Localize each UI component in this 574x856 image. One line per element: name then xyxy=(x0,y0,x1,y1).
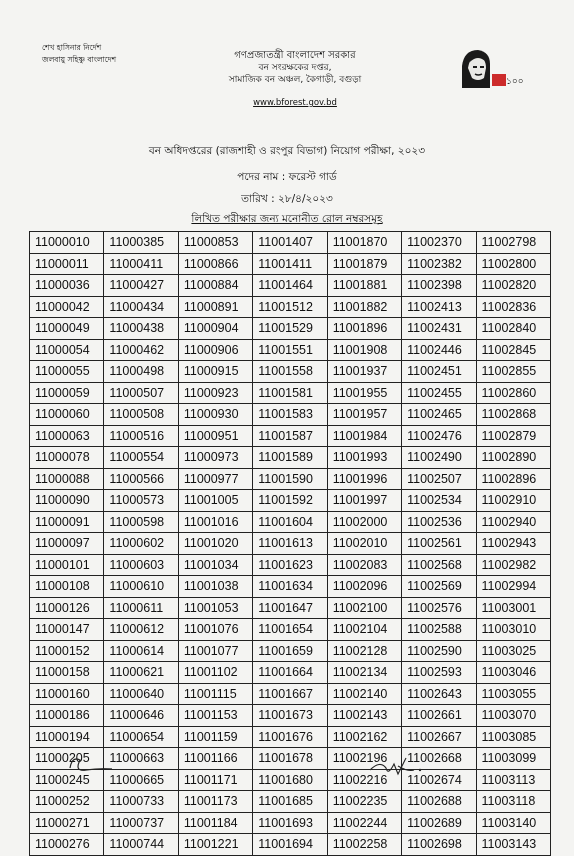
table-row xyxy=(30,232,551,254)
roll-number-cell: 11000276 xyxy=(30,834,104,856)
roll-number-cell: 11002083 xyxy=(327,554,401,576)
roll-number-cell: 11002143 xyxy=(327,705,401,727)
roll-number-cell: 11002162 xyxy=(327,726,401,748)
roll-number-cell: 11002216 xyxy=(327,769,401,791)
roll-number-cell: 11000042 xyxy=(30,296,104,318)
table-row xyxy=(30,253,551,275)
exam-title: বন অধিদপ্তরের (রাজশাহী ও রংপুর বিভাগ) নিয়োগ পরীক্ষা, ২০২৩ xyxy=(148,145,426,157)
roll-number-cell: 11003070 xyxy=(476,705,550,727)
roll-number-cell: 11000036 xyxy=(30,275,104,297)
roll-number-cell: 11001551 xyxy=(253,339,327,361)
roll-number-cell: 11001077 xyxy=(178,640,252,662)
roll-number-cell: 11000507 xyxy=(104,382,178,404)
roll-number-cell: 11002010 xyxy=(327,533,401,555)
roll-number-cell: 11001464 xyxy=(253,275,327,297)
roll-number-cell: 11000186 xyxy=(30,705,104,727)
roll-number-cell: 11000498 xyxy=(104,361,178,383)
table-row xyxy=(30,296,551,318)
roll-number-cell: 11003143 xyxy=(476,834,550,856)
roll-number-cell: 11001558 xyxy=(253,361,327,383)
roll-number-cell: 11002910 xyxy=(476,490,550,512)
roll-number-cell: 11000427 xyxy=(104,275,178,297)
roll-number-cell: 11001115 xyxy=(178,683,252,705)
roll-number-cell: 11000621 xyxy=(104,662,178,684)
roll-number-cell: 11000611 xyxy=(104,597,178,619)
roll-number-cell: 11000654 xyxy=(104,726,178,748)
slogan-line-2: জলবায়ু সহিষ্ণু বাংলাদেশ xyxy=(42,55,117,64)
roll-number-cell: 11001896 xyxy=(327,318,401,340)
table-row xyxy=(30,533,551,555)
roll-number-cell: 11000055 xyxy=(30,361,104,383)
table-row xyxy=(30,318,551,340)
roll-number-cell: 11000977 xyxy=(178,468,252,490)
roll-number-cell: 11001659 xyxy=(253,640,327,662)
table-row xyxy=(30,447,551,469)
roll-number-cell: 11001882 xyxy=(327,296,401,318)
roll-number-cell: 11002451 xyxy=(402,361,476,383)
table-row xyxy=(30,425,551,447)
roll-number-cell: 11002879 xyxy=(476,425,550,447)
roll-number-cell: 11001693 xyxy=(253,812,327,834)
roll-number-cell: 11003113 xyxy=(476,769,550,791)
roll-number-cell: 11002244 xyxy=(327,812,401,834)
roll-number-cell: 11000665 xyxy=(104,769,178,791)
roll-number-cell: 11002668 xyxy=(402,748,476,770)
roll-number-cell: 11002820 xyxy=(476,275,550,297)
roll-number-cell: 11000434 xyxy=(104,296,178,318)
roll-number-cell: 11001053 xyxy=(178,597,252,619)
roll-number-cell: 11003055 xyxy=(476,683,550,705)
roll-number-cell: 11001583 xyxy=(253,404,327,426)
roll-number-cell: 11000598 xyxy=(104,511,178,533)
roll-number-cell: 11000516 xyxy=(104,425,178,447)
roll-number-cell: 11002561 xyxy=(402,533,476,555)
roll-number-cell: 11001411 xyxy=(253,253,327,275)
roll-number-cell: 11002258 xyxy=(327,834,401,856)
roll-number-cell: 11002643 xyxy=(402,683,476,705)
roll-number-cell: 11002896 xyxy=(476,468,550,490)
roll-number-cell: 11002100 xyxy=(327,597,401,619)
slogan-block xyxy=(42,42,116,66)
roll-number-cell: 11000891 xyxy=(178,296,252,318)
roll-number-cell: 11001590 xyxy=(253,468,327,490)
office-location: সামাজিক বন অঞ্চল, কৈগাড়ী, বগুড়া xyxy=(228,75,362,85)
roll-number-cell: 11002465 xyxy=(402,404,476,426)
roll-number-cell: 11001993 xyxy=(327,447,401,469)
roll-number-cell: 11002235 xyxy=(327,791,401,813)
table-row xyxy=(30,490,551,512)
table-row xyxy=(30,791,551,813)
roll-number-cell: 11000063 xyxy=(30,425,104,447)
roll-number-cell: 11002689 xyxy=(402,812,476,834)
roll-number-cell: 11000205 xyxy=(30,748,104,770)
roll-number-cell: 11003099 xyxy=(476,748,550,770)
roll-number-cell: 11002661 xyxy=(402,705,476,727)
roll-number-cell: 11001512 xyxy=(253,296,327,318)
roll-number-cell: 11001879 xyxy=(327,253,401,275)
roll-number-cell: 11000126 xyxy=(30,597,104,619)
roll-number-cell: 11003010 xyxy=(476,619,550,641)
roll-number-cell: 11002370 xyxy=(402,232,476,254)
website-link[interactable]: www.bforest.gov.bd xyxy=(253,98,337,108)
roll-number-cell: 11000059 xyxy=(30,382,104,404)
roll-number-cell: 11001881 xyxy=(327,275,401,297)
slogan-line-1: শেখ হাসিনার নির্দেশ xyxy=(42,43,102,52)
roll-number-cell: 11001984 xyxy=(327,425,401,447)
table-row xyxy=(30,339,551,361)
roll-number-cell: 11000252 xyxy=(30,791,104,813)
roll-number-cell: 11000010 xyxy=(30,232,104,254)
roll-number-cell: 11001957 xyxy=(327,404,401,426)
svg-text:১০০: ১০০ xyxy=(506,77,524,87)
table-row xyxy=(30,576,551,598)
roll-number-cell: 11000011 xyxy=(30,253,104,275)
roll-number-cell: 11000152 xyxy=(30,640,104,662)
roll-number-cell: 11000733 xyxy=(104,791,178,813)
roll-number-cell: 11001623 xyxy=(253,554,327,576)
roll-number-cell: 11000853 xyxy=(178,232,252,254)
roll-number-cell: 11001680 xyxy=(253,769,327,791)
roll-number-cell: 11001997 xyxy=(327,490,401,512)
roll-number-cell: 11001676 xyxy=(253,726,327,748)
roll-number-cell: 11002982 xyxy=(476,554,550,576)
roll-number-cell: 11000160 xyxy=(30,683,104,705)
roll-number-cell: 11000866 xyxy=(178,253,252,275)
roll-number-cell: 11001038 xyxy=(178,576,252,598)
roll-number-cell: 11000078 xyxy=(30,447,104,469)
roll-number-cell: 11001171 xyxy=(178,769,252,791)
table-row xyxy=(30,726,551,748)
roll-number-cell: 11001529 xyxy=(253,318,327,340)
roll-number-cell: 11000194 xyxy=(30,726,104,748)
roll-number-cell: 11000884 xyxy=(178,275,252,297)
table-row xyxy=(30,640,551,662)
roll-number-cell: 11000462 xyxy=(104,339,178,361)
roll-number-cell: 11001166 xyxy=(178,748,252,770)
roll-number-cell: 11002943 xyxy=(476,533,550,555)
table-row xyxy=(30,834,551,856)
roll-number-cell: 11002590 xyxy=(402,640,476,662)
roll-number-cell: 11000049 xyxy=(30,318,104,340)
roll-number-cell: 11002576 xyxy=(402,597,476,619)
roll-number-cell: 11001221 xyxy=(178,834,252,856)
roll-number-cell: 11001613 xyxy=(253,533,327,555)
roll-number-cell: 11003118 xyxy=(476,791,550,813)
roll-number-cell: 11003140 xyxy=(476,812,550,834)
table-row xyxy=(30,554,551,576)
roll-number-cell: 11001667 xyxy=(253,683,327,705)
table-row xyxy=(30,683,551,705)
roll-number-cell: 11001694 xyxy=(253,834,327,856)
roll-number-cell: 11002000 xyxy=(327,511,401,533)
roll-number-cell: 11002890 xyxy=(476,447,550,469)
roll-number-cell: 11002994 xyxy=(476,576,550,598)
roll-number-cell: 11001673 xyxy=(253,705,327,727)
roll-number-cell: 11000906 xyxy=(178,339,252,361)
roll-number-cell: 11000973 xyxy=(178,447,252,469)
signature-right xyxy=(368,752,438,782)
roll-number-cell: 11002674 xyxy=(402,769,476,791)
roll-number-cell: 11001173 xyxy=(178,791,252,813)
roll-number-cell: 11002507 xyxy=(402,468,476,490)
roll-number-cell: 11000923 xyxy=(178,382,252,404)
roll-number-cell: 11002476 xyxy=(402,425,476,447)
roll-number-cell: 11001592 xyxy=(253,490,327,512)
roll-number-cell: 11000060 xyxy=(30,404,104,426)
roll-number-cell: 11000602 xyxy=(104,533,178,555)
roll-number-cell: 11002096 xyxy=(327,576,401,598)
roll-number-cell: 11002446 xyxy=(402,339,476,361)
roll-number-cell: 11000088 xyxy=(30,468,104,490)
roll-number-cell: 11001678 xyxy=(253,748,327,770)
roll-number-cell: 11001016 xyxy=(178,511,252,533)
roll-number-cell: 11000614 xyxy=(104,640,178,662)
roll-number-cell: 11002134 xyxy=(327,662,401,684)
roll-number-cell: 11002840 xyxy=(476,318,550,340)
roll-number-cell: 11000663 xyxy=(104,748,178,770)
roll-number-cell: 11002800 xyxy=(476,253,550,275)
mujib-100-logo xyxy=(456,44,524,94)
roll-number-cell: 11002798 xyxy=(476,232,550,254)
signature-left xyxy=(66,752,126,776)
table-row xyxy=(30,705,551,727)
roll-number-cell: 11000108 xyxy=(30,576,104,598)
roll-number-cell: 11001034 xyxy=(178,554,252,576)
roll-number-cell: 11001996 xyxy=(327,468,401,490)
roll-number-cell: 11002398 xyxy=(402,275,476,297)
roll-number-cell: 11000101 xyxy=(30,554,104,576)
roll-number-cell: 11002455 xyxy=(402,382,476,404)
office-address xyxy=(200,50,390,86)
roll-number-cell: 11003001 xyxy=(476,597,550,619)
roll-number-cell: 11000554 xyxy=(104,447,178,469)
roll-number-cell: 11000097 xyxy=(30,533,104,555)
exam-date: তারিখ : ২৮/৪/২০২৩ xyxy=(241,193,333,205)
roll-number-cell: 11002868 xyxy=(476,404,550,426)
roll-number-cell: 11001654 xyxy=(253,619,327,641)
table-row xyxy=(30,812,551,834)
table-row xyxy=(30,361,551,383)
roll-number-cell: 11001184 xyxy=(178,812,252,834)
roll-number-cell: 11002140 xyxy=(327,683,401,705)
roll-number-cell: 11000737 xyxy=(104,812,178,834)
roll-number-cell: 11000054 xyxy=(30,339,104,361)
roll-number-cell: 11001020 xyxy=(178,533,252,555)
roll-number-cell: 11000271 xyxy=(30,812,104,834)
roll-number-cell: 11001153 xyxy=(178,705,252,727)
roll-number-cell: 11001955 xyxy=(327,382,401,404)
table-row xyxy=(30,275,551,297)
roll-number-cell: 11002196 xyxy=(327,748,401,770)
list-title: লিখিত পরীক্ষার জন্য মনোনীত রোল নম্বরসমূহ xyxy=(191,213,383,225)
roll-number-cell: 11002940 xyxy=(476,511,550,533)
roll-number-cell: 11000904 xyxy=(178,318,252,340)
roll-number-cell: 11001159 xyxy=(178,726,252,748)
roll-number-cell: 11000646 xyxy=(104,705,178,727)
roll-number-cell: 11002845 xyxy=(476,339,550,361)
roll-number-cell: 11000915 xyxy=(178,361,252,383)
office-name: বন সংরক্ষকের দপ্তর, xyxy=(258,63,332,73)
table-row xyxy=(30,511,551,533)
roll-number-cell: 11000744 xyxy=(104,834,178,856)
roll-number-cell: 11002568 xyxy=(402,554,476,576)
table-row xyxy=(30,468,551,490)
roll-number-cell: 11002382 xyxy=(402,253,476,275)
table-row xyxy=(30,597,551,619)
table-row xyxy=(30,382,551,404)
roll-number-cell: 11000573 xyxy=(104,490,178,512)
roll-number-cell: 11002588 xyxy=(402,619,476,641)
roll-number-cell: 11000508 xyxy=(104,404,178,426)
roll-number-cell: 11003085 xyxy=(476,726,550,748)
roll-number-cell: 11001589 xyxy=(253,447,327,469)
roll-number-cell: 11002860 xyxy=(476,382,550,404)
roll-number-cell: 11001634 xyxy=(253,576,327,598)
roll-number-cell: 11003025 xyxy=(476,640,550,662)
roll-number-cell: 11000951 xyxy=(178,425,252,447)
table-row xyxy=(30,619,551,641)
roll-number-cell: 11002534 xyxy=(402,490,476,512)
roll-number-cell: 11001102 xyxy=(178,662,252,684)
roll-number-cell: 11002688 xyxy=(402,791,476,813)
roll-number-cell: 11001005 xyxy=(178,490,252,512)
roll-number-cell: 11000091 xyxy=(30,511,104,533)
roll-number-cell: 11000612 xyxy=(104,619,178,641)
roll-number-cell: 11003046 xyxy=(476,662,550,684)
roll-number-cell: 11002413 xyxy=(402,296,476,318)
roll-number-cell: 11000245 xyxy=(30,769,104,791)
roll-number-cell: 11001407 xyxy=(253,232,327,254)
roll-number-cell: 11001908 xyxy=(327,339,401,361)
roll-number-cell: 11001581 xyxy=(253,382,327,404)
roll-number-cell: 11001870 xyxy=(327,232,401,254)
roll-number-cell: 11000438 xyxy=(104,318,178,340)
roll-number-cell: 11000640 xyxy=(104,683,178,705)
roll-number-cell: 11001647 xyxy=(253,597,327,619)
government-name: গণপ্রজাতন্ত্রী বাংলাদেশ সরকার xyxy=(234,50,356,61)
roll-number-cell: 11002431 xyxy=(402,318,476,340)
roll-number-cell: 11002836 xyxy=(476,296,550,318)
roll-number-cell: 11001664 xyxy=(253,662,327,684)
roll-number-cell: 11002593 xyxy=(402,662,476,684)
roll-number-cell: 11000566 xyxy=(104,468,178,490)
roll-number-cell: 11002569 xyxy=(402,576,476,598)
roll-number-cell: 11001604 xyxy=(253,511,327,533)
roll-number-cell: 11001076 xyxy=(178,619,252,641)
roll-number-cell: 11001587 xyxy=(253,425,327,447)
roll-number-cell: 11000158 xyxy=(30,662,104,684)
post-name: পদের নাম : ফরেস্ট গার্ড xyxy=(237,171,337,183)
table-row xyxy=(30,662,551,684)
table-row xyxy=(30,404,551,426)
roll-number-cell: 11000385 xyxy=(104,232,178,254)
roll-number-cell: 11002698 xyxy=(402,834,476,856)
roll-number-cell: 11001685 xyxy=(253,791,327,813)
roll-number-cell: 11000090 xyxy=(30,490,104,512)
roll-number-cell: 11001937 xyxy=(327,361,401,383)
roll-number-cell: 11000930 xyxy=(178,404,252,426)
roll-number-cell: 11000411 xyxy=(104,253,178,275)
roll-number-cell: 11000603 xyxy=(104,554,178,576)
roll-number-cell: 11000610 xyxy=(104,576,178,598)
roll-number-cell: 11002855 xyxy=(476,361,550,383)
roll-number-cell: 11002490 xyxy=(402,447,476,469)
roll-number-cell: 11002128 xyxy=(327,640,401,662)
roll-number-cell: 11002536 xyxy=(402,511,476,533)
roll-number-cell: 11002667 xyxy=(402,726,476,748)
roll-number-cell: 11000147 xyxy=(30,619,104,641)
roll-number-cell: 11002104 xyxy=(327,619,401,641)
